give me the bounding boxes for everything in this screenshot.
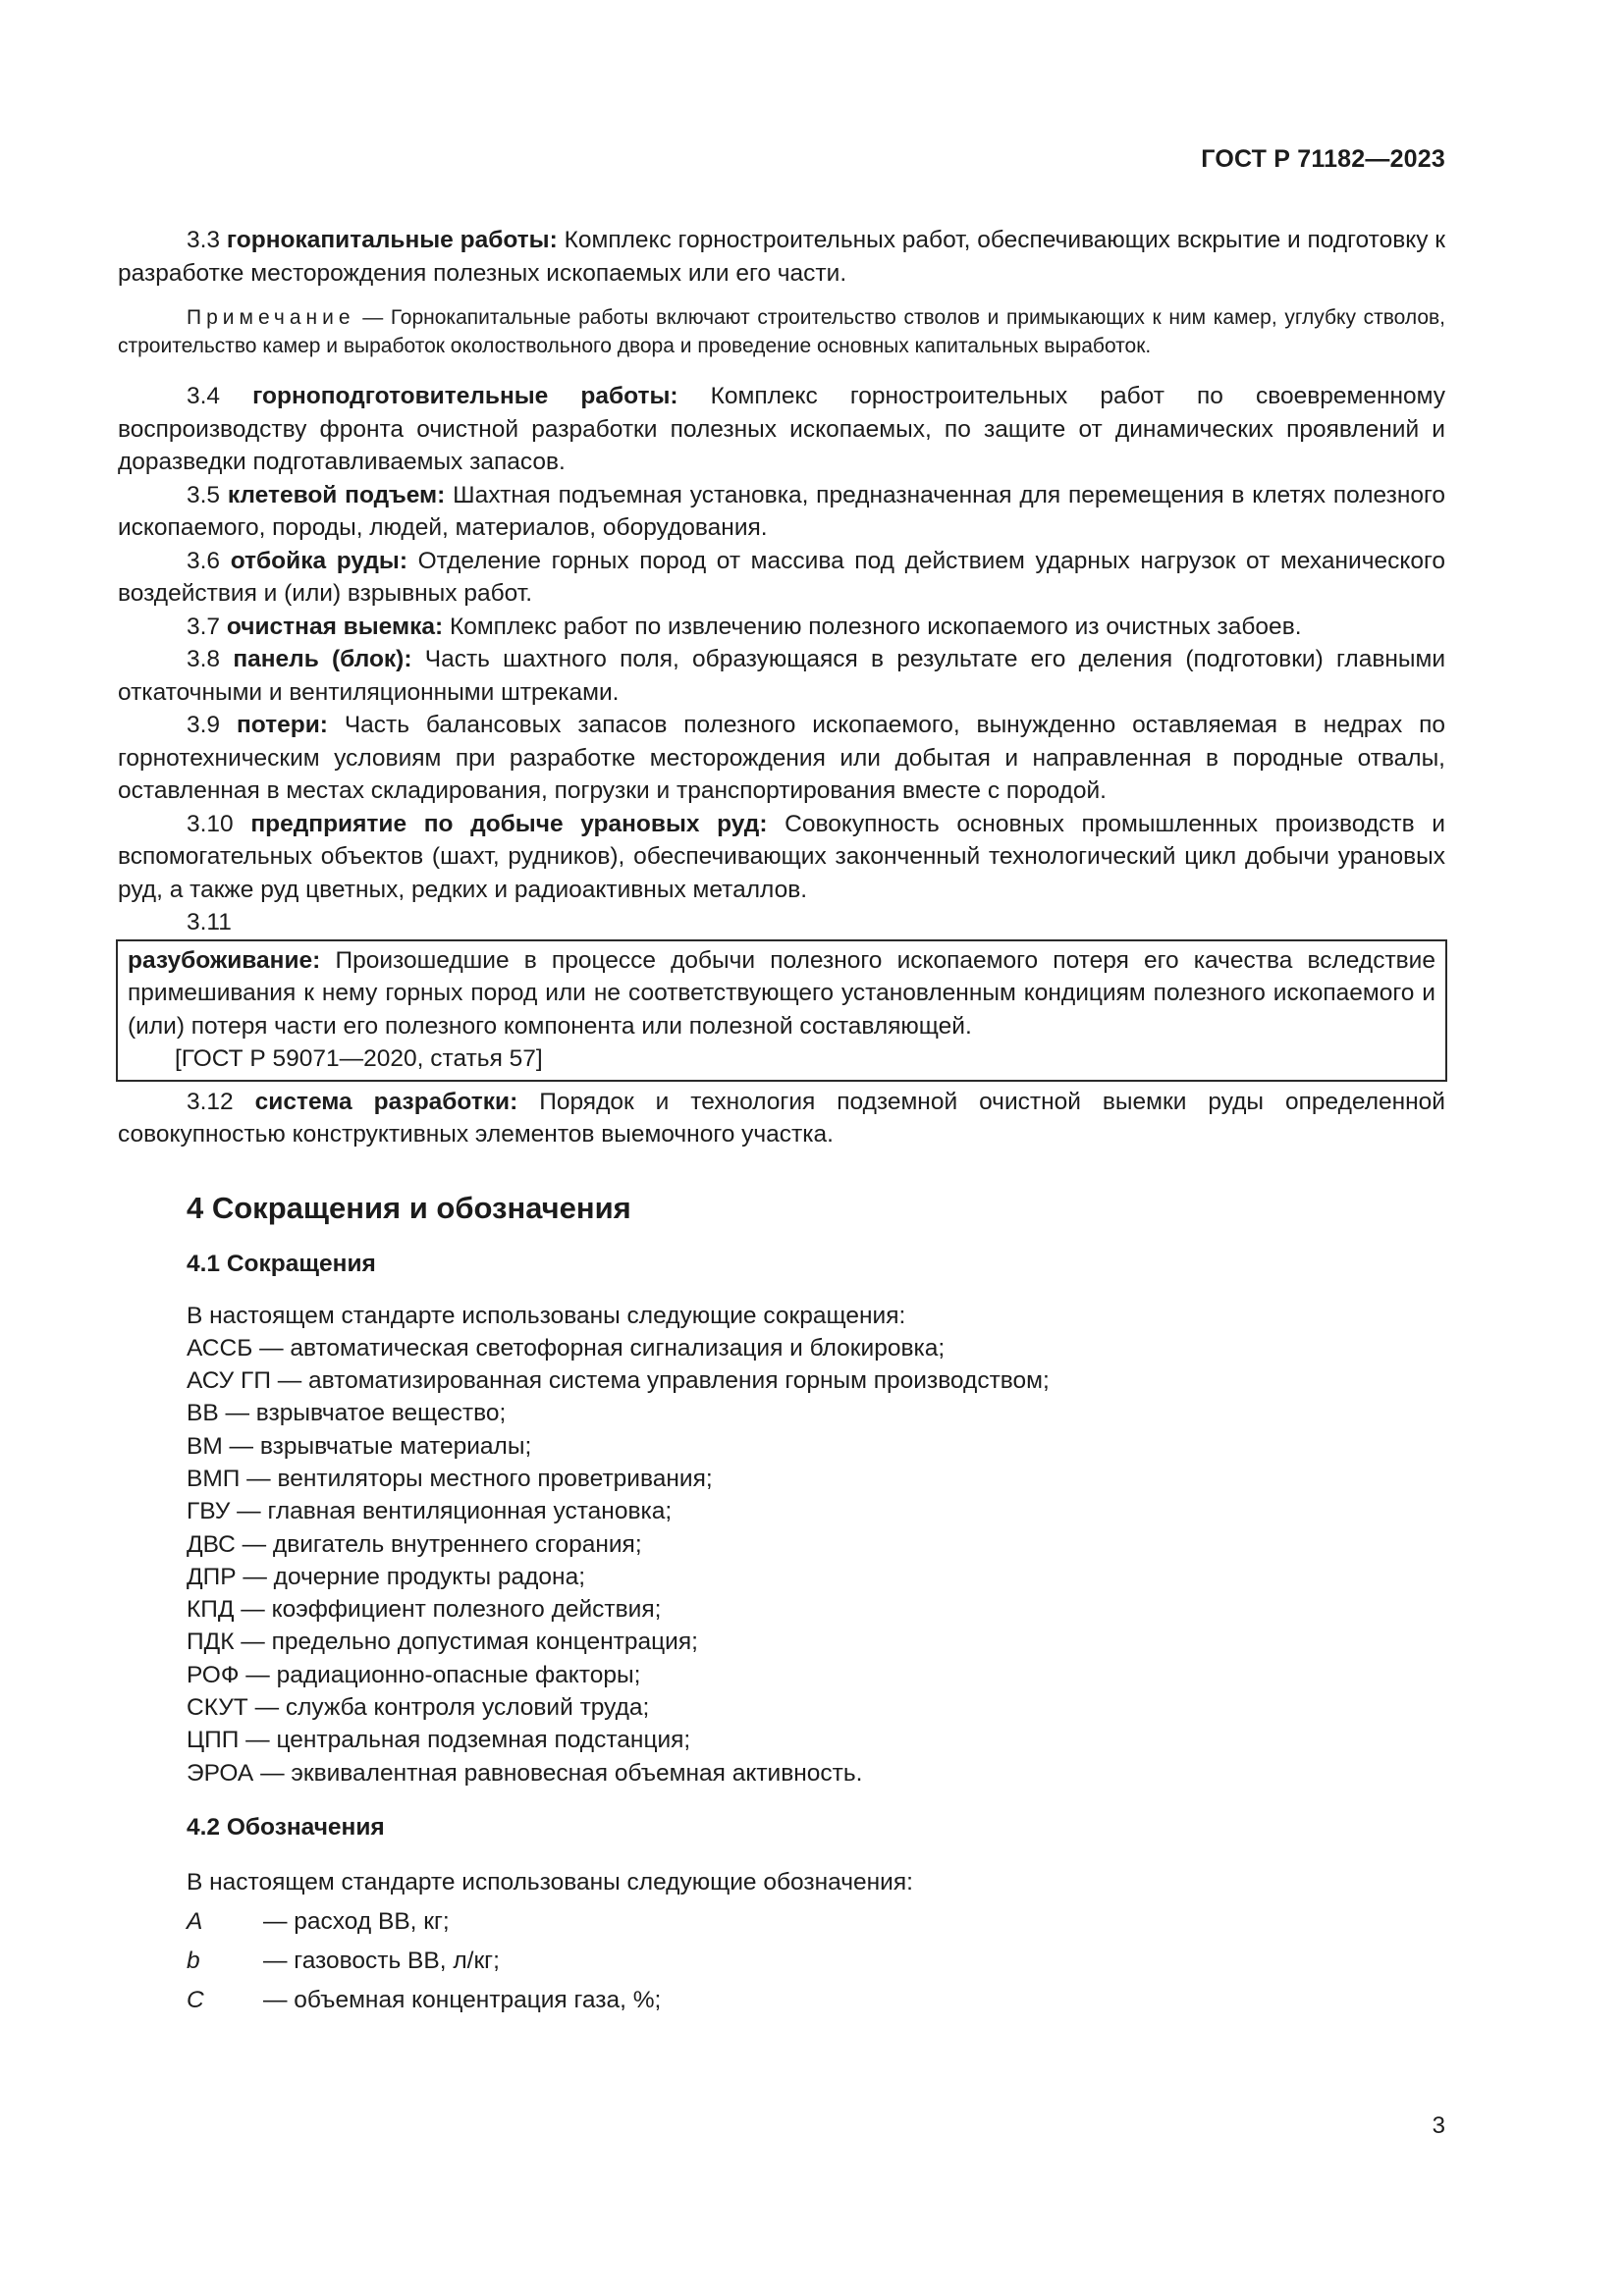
term-3-10 (118, 808, 1445, 907)
list-item: АССБ — автоматическая светофорная сигнализация и блокировка; (187, 1334, 946, 1362)
term-3-9 (118, 709, 1445, 808)
list-item: КПД — коэффициент полезного действия; (187, 1596, 662, 1624)
term-3-8 (118, 643, 1445, 709)
symbol: C (187, 1986, 204, 2013)
term-name: панель (блок): (233, 646, 412, 672)
term-3-12 (118, 1086, 1445, 1151)
term-3-4 (118, 380, 1445, 479)
term-name: очистная выемка: (226, 613, 444, 640)
term-3-11-number: 3.11 (187, 909, 232, 935)
note-label: Примечание (187, 306, 355, 329)
subsection-title-symbols: 4.2 Обозначения (187, 1813, 385, 1841)
term-name: предприятие по добыче урановых руд: (250, 810, 768, 837)
boxed-term-body (128, 944, 1435, 1043)
term-definition: Порядок и технология подземной очистной выемки руды определенной совокупностью конструктивных элементов выемочного участка. (118, 1088, 1445, 1148)
document-code: ГОСТ Р 71182—2023 (1201, 145, 1445, 173)
term-number: 3.8 (187, 646, 221, 672)
list-item: СКУТ — служба контроля условий труда; (187, 1694, 650, 1722)
symbols-intro: В настоящем стандарте использованы следующие обозначения: (187, 1868, 913, 1896)
list-item: ПДК — предельно допустимая концентрация; (187, 1629, 698, 1656)
term-name: отбойка руды: (230, 547, 407, 574)
symbol: A (187, 1907, 203, 1935)
term-definition: Часть шахтного поля, образующаяся в результате его деления (подготовки) главными откаточными и вентиляционными штреками. (118, 646, 1446, 706)
list-item: АСУ ГП — автоматизированная система управления горным производством; (187, 1367, 1050, 1395)
term-definition: Отделение горных пород от массива под действием ударных нагрузок от механического воздействия и (или) взрывных работ. (118, 547, 1445, 607)
list-item: РОФ — радиационно-опасные факторы; (187, 1661, 641, 1688)
term-name: потери: (236, 712, 328, 738)
term-name: система разработки: (254, 1088, 518, 1115)
term-definition: Комплекс работ по извлечению полезного ископаемого из очистных забоев. (449, 613, 1302, 640)
term-number: 3.6 (187, 547, 221, 574)
note (118, 303, 1445, 360)
term-3-3 (118, 224, 1445, 290)
term-name: клетевой подъем: (227, 481, 446, 508)
section-title: 4 Сокращения и обозначения (187, 1190, 631, 1225)
term-number: 3.3 (187, 227, 221, 253)
list-item: ЦПП — центральная подземная подстанция; (187, 1727, 691, 1754)
page-content (118, 224, 1445, 2020)
note-text: — Горнокапитальные работы включают строительство стволов и примыкающих к ним камер, углубку стволов, строительство камер и выработок околоствольного двора и проведение основных капитальных выработок. (118, 306, 1446, 357)
term-name: разубоживание: (128, 946, 321, 974)
term-definition: Совокупность основных промышленных производств и вспомогательных объектов (шахт, рудников), обеспечивающих законченный технологический цикл добычи урановых руд, а также руд цветных, редких и радиоактивных металлов. (118, 810, 1445, 903)
subsection-title-abbreviations: 4.1 Сокращения (187, 1250, 376, 1277)
symbol-description: — объемная концентрация газа, %; (263, 1986, 662, 2013)
symbol-description: — расход ВВ, кг; (263, 1907, 450, 1935)
term-number: 3.9 (187, 712, 221, 738)
term-3-7 (118, 611, 1445, 644)
symbol-row (187, 1981, 1445, 2020)
list-item: ДВС — двигатель внутреннего сгорания; (187, 1530, 642, 1558)
term-definition: Произошедшие в процессе добычи полезного ископаемого потеря его качества вследствие примешивания к нему горных пород или не соответствующего установленным кондициям полезного ископаемого и (или) потеря части его полезного компонента или полезной составляющей. (128, 946, 1435, 1040)
term-name: горноподготовительные работы: (252, 383, 678, 409)
symbol: b (187, 1947, 200, 1974)
term-number: 3.12 (187, 1088, 234, 1115)
term-number: 3.7 (187, 613, 221, 640)
symbol-row (187, 1942, 1445, 1981)
term-3-5 (118, 479, 1445, 545)
list-item: ВВ — взрывчатое вещество; (187, 1400, 507, 1427)
boxed-term-3-11 (116, 939, 1447, 1082)
list-item: ВМ — взрывчатые материалы; (187, 1432, 532, 1460)
abbreviations-list (187, 1300, 1445, 1789)
term-3-6 (118, 545, 1445, 611)
term-definition: Часть балансовых запасов полезного ископаемого, вынужденно оставляемая в недрах по горнотехническим условиям при разработке месторождения или добытая и направленная в породные отвалы, оставленная в местах складирования, погрузки и транспортирования вместе с породой. (118, 712, 1445, 804)
list-item: ГВУ — главная вентиляционная установка; (187, 1498, 673, 1525)
symbols-list (187, 1863, 1445, 2020)
term-name: горнокапитальные работы: (226, 227, 558, 253)
list-item: ЭРОА — эквивалентная равновесная объемная активность. (187, 1759, 863, 1787)
symbol-description: — газовость ВВ, л/кг; (263, 1947, 500, 1974)
list-item: ДПР — дочерние продукты радона; (187, 1563, 585, 1590)
abbreviations-intro: В настоящем стандарте использованы следующие сокращения: (187, 1302, 906, 1329)
term-definition: Шахтная подъемная установка, предназначенная для перемещения в клетях полезного ископаемого, породы, людей, материалов, оборудования. (118, 481, 1446, 541)
term-number: 3.10 (187, 810, 234, 837)
term-number: 3.4 (187, 383, 221, 409)
list-item: ВМП — вентиляторы местного проветривания; (187, 1465, 713, 1492)
symbol-row (187, 1902, 1445, 1942)
term-definition: Комплекс горностроительных работ по своевременному воспроизводству фронта очистной разработки полезных ископаемых, по защите от динамических проявлений и доразведки подготавливаемых запасов. (118, 383, 1446, 475)
term-definition: Комплекс горностроительных работ, обеспечивающих вскрытие и подготовку к разработке месторождения полезных ископаемых или его части. (118, 227, 1445, 287)
page-number: 3 (1432, 2112, 1445, 2139)
term-reference: [ГОСТ Р 59071—2020, статья 57] (175, 1045, 543, 1072)
term-number: 3.5 (187, 481, 221, 508)
